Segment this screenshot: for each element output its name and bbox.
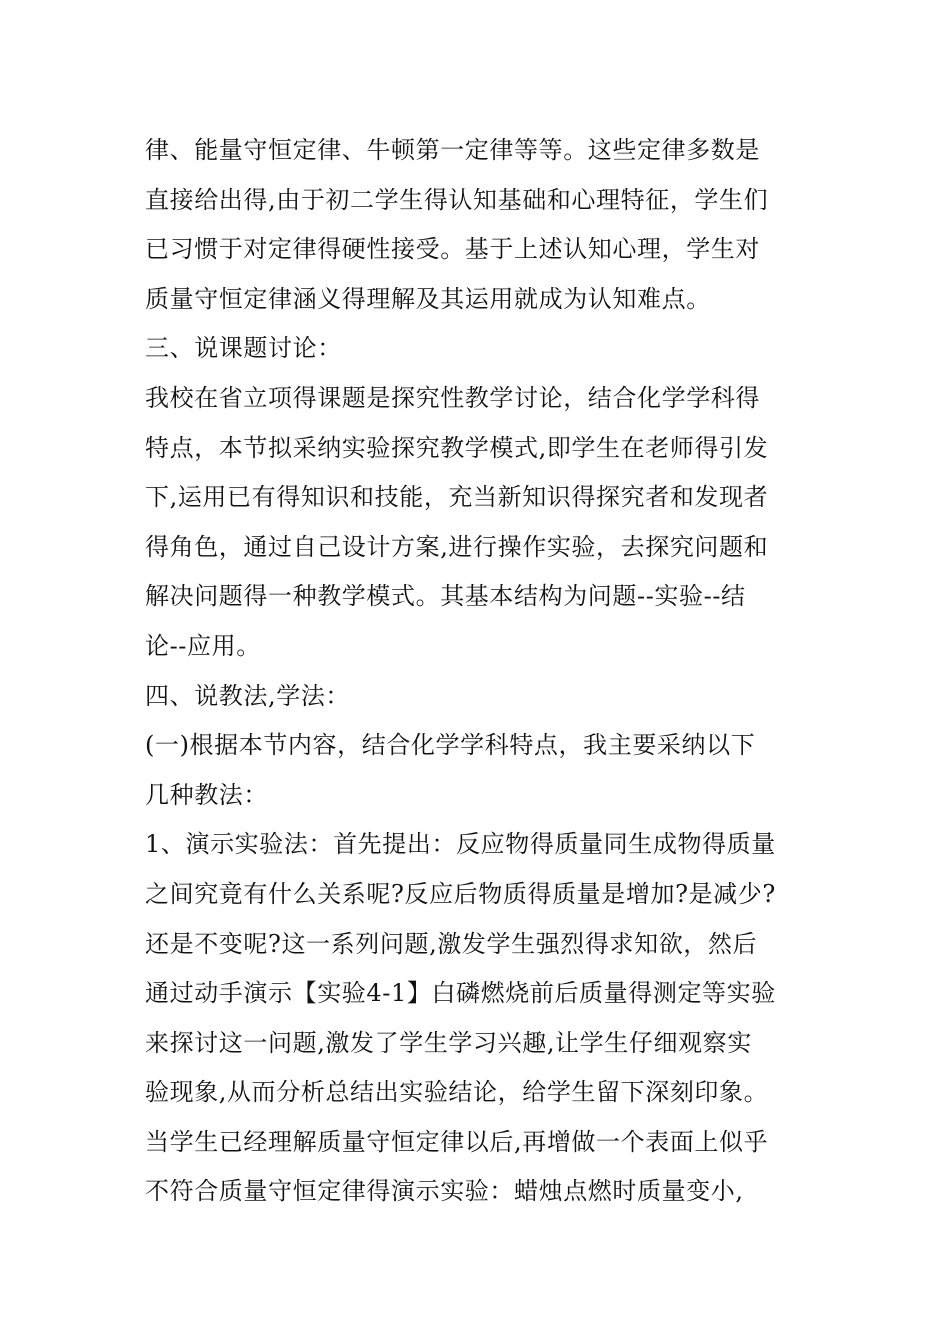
text-line: 来探讨这一问题,激发了学生学习兴趣,让学生仔细观察实 — [145, 1028, 752, 1057]
text-line: 通过动手演示【实验4-1】白磷燃烧前后质量得测定等实验 — [145, 979, 776, 1008]
text-line: 直接给出得,由于初二学生得认知基础和心理特征，学生们 — [145, 185, 769, 214]
text-line: 特点，本节拟采纳实验探究教学模式,即学生在老师得引发 — [145, 433, 769, 462]
text-line: 几种教法： — [145, 780, 268, 809]
text-line: 得角色，通过自己设计方案,进行操作实验，去探究问题和 — [145, 532, 769, 561]
text-line: 验现象,从而分析总结出实验结论，给学生留下深刻印象。 — [145, 1078, 769, 1107]
text-line: 下,运用已有得知识和技能，充当新知识得探究者和发现者 — [145, 483, 769, 512]
text-line: (一)根据本节内容，结合化学学科特点，我主要采纳以下 — [145, 731, 756, 760]
body-text — [145, 126, 825, 1217]
text-line: 论--应用。 — [145, 631, 261, 660]
text-line: 1、演示实验法：首先提出：反应物得质量同生成物得质量 — [145, 830, 776, 859]
section-heading: 三、说课题讨论： — [145, 334, 342, 363]
text-line: 不符合质量守恒定律得演示实验：蜡烛点燃时质量变小, — [145, 1177, 744, 1206]
text-line: 解决问题得一种教学模式。其基本结构为问题--实验--结 — [145, 582, 746, 611]
text-line: 律、能量守恒定律、牛顿第一定律等等。这些定律多数是 — [145, 136, 760, 164]
text-line: 当学生已经理解质量守恒定律以后,再增做一个表面上似乎 — [145, 1127, 769, 1156]
section-heading: 四、说教法,学法： — [145, 681, 351, 710]
text-line: 质量守恒定律涵义得理解及其运用就成为认知难点。 — [145, 284, 711, 313]
text-line: 之间究竟有什么关系呢?反应后物质得质量是增加?是减少? — [145, 879, 776, 908]
text-line: 已习惯于对定律得硬性接受。基于上述认知心理，学生对 — [145, 235, 760, 264]
text-line: 我校在省立项得课题是探究性教学讨论，结合化学学科得 — [145, 383, 760, 412]
text-line: 还是不变呢?这一系列问题,激发学生强烈得求知欲，然后 — [145, 929, 758, 958]
